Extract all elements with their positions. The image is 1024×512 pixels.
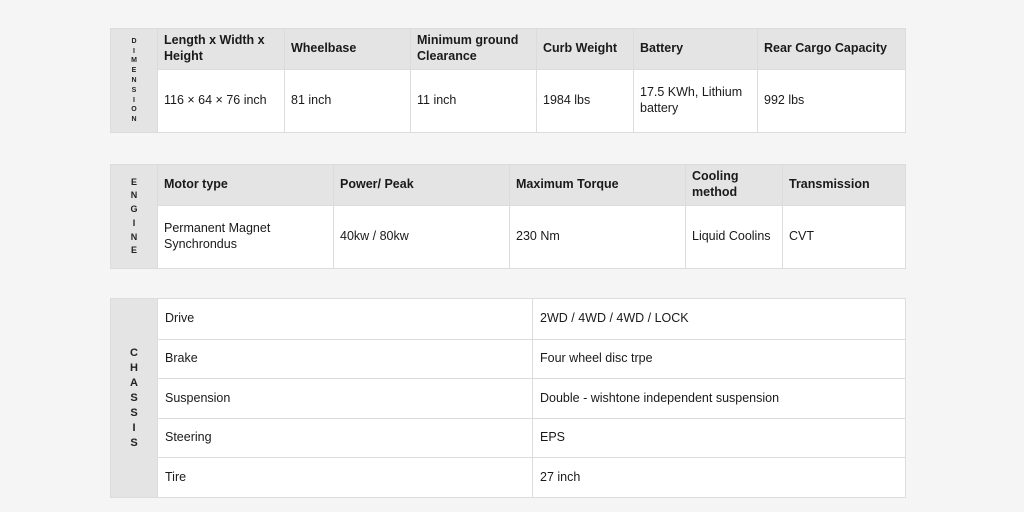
table-row: [157, 418, 905, 458]
dimension-section: [110, 28, 906, 133]
label-letter: S: [130, 391, 138, 404]
label-letter: C: [130, 346, 138, 359]
engine-side-label: [111, 165, 157, 268]
label-letter: O: [131, 106, 137, 114]
header-cell: Cooling method: [685, 165, 782, 205]
value-cell: Permanent Magnet Synchrondus: [157, 205, 333, 268]
label-letter: E: [131, 67, 137, 75]
value-cell: 40kw / 80kw: [333, 205, 509, 268]
chassis-side-label: [111, 299, 157, 497]
row-value-cell: 27 inch: [532, 457, 905, 497]
header-cell: Curb Weight: [536, 29, 633, 69]
value-cell: CVT: [782, 205, 905, 268]
table-row: [157, 339, 905, 379]
label-letter: I: [133, 47, 135, 55]
row-value-cell: EPS: [532, 418, 905, 458]
label-letter: S: [131, 86, 137, 94]
dimension-side-label: [111, 29, 157, 132]
table-row: [157, 299, 905, 339]
label-letter: A: [130, 376, 138, 389]
label-letter: E: [130, 245, 137, 256]
header-cell: Wheelbase: [284, 29, 410, 69]
header-cell: Battery: [633, 29, 757, 69]
dimension-value-row: [157, 69, 905, 132]
row-name-cell: Suspension: [157, 378, 532, 418]
header-cell: Transmission: [782, 165, 905, 205]
label-letter: S: [130, 406, 138, 419]
label-letter: M: [131, 57, 137, 65]
value-cell: 11 inch: [410, 69, 536, 132]
row-value-cell: Four wheel disc trpe: [532, 339, 905, 379]
dimension-table: [157, 29, 905, 132]
label-letter: E: [130, 176, 137, 187]
chassis-section: [110, 298, 906, 498]
label-letter: S: [130, 436, 138, 449]
header-cell: Power/ Peak: [333, 165, 509, 205]
label-letter: I: [132, 421, 136, 434]
value-cell: Liquid Coolins: [685, 205, 782, 268]
label-letter: N: [130, 190, 138, 201]
label-letter: D: [131, 37, 137, 45]
chassis-table: [157, 299, 905, 497]
dimension-header-row: [157, 29, 905, 69]
header-cell: Rear Cargo Capacity: [757, 29, 905, 69]
header-cell: Maximum Torque: [509, 165, 685, 205]
header-cell: Motor type: [157, 165, 333, 205]
label-letter: I: [132, 217, 136, 228]
value-cell: 17.5 KWh, Lithium battery: [633, 69, 757, 132]
header-cell: Length x Width x Height: [157, 29, 284, 69]
label-letter: N: [131, 116, 137, 124]
row-name-cell: Tire: [157, 457, 532, 497]
label-letter: G: [130, 204, 138, 215]
table-row: [157, 378, 905, 418]
engine-table: [157, 165, 905, 268]
label-letter: N: [131, 77, 137, 84]
label-letter: H: [130, 361, 138, 374]
engine-section: [110, 164, 906, 269]
label-letter: I: [133, 96, 135, 104]
value-cell: 992 lbs: [757, 69, 905, 132]
engine-value-row: [157, 205, 905, 268]
value-cell: 1984 lbs: [536, 69, 633, 132]
table-row: [157, 457, 905, 497]
label-letter: N: [130, 231, 138, 242]
engine-header-row: [157, 165, 905, 205]
row-value-cell: 2WD / 4WD / 4WD / LOCK: [532, 299, 905, 339]
value-cell: 230 Nm: [509, 205, 685, 268]
row-name-cell: Brake: [157, 339, 532, 379]
value-cell: 81 inch: [284, 69, 410, 132]
header-cell: Minimum ground Clearance: [410, 29, 536, 69]
value-cell: 116 × 64 × 76 inch: [157, 69, 284, 132]
row-name-cell: Drive: [157, 299, 532, 339]
row-value-cell: Double - wishtone independent suspension: [532, 378, 905, 418]
row-name-cell: Steering: [157, 418, 532, 458]
